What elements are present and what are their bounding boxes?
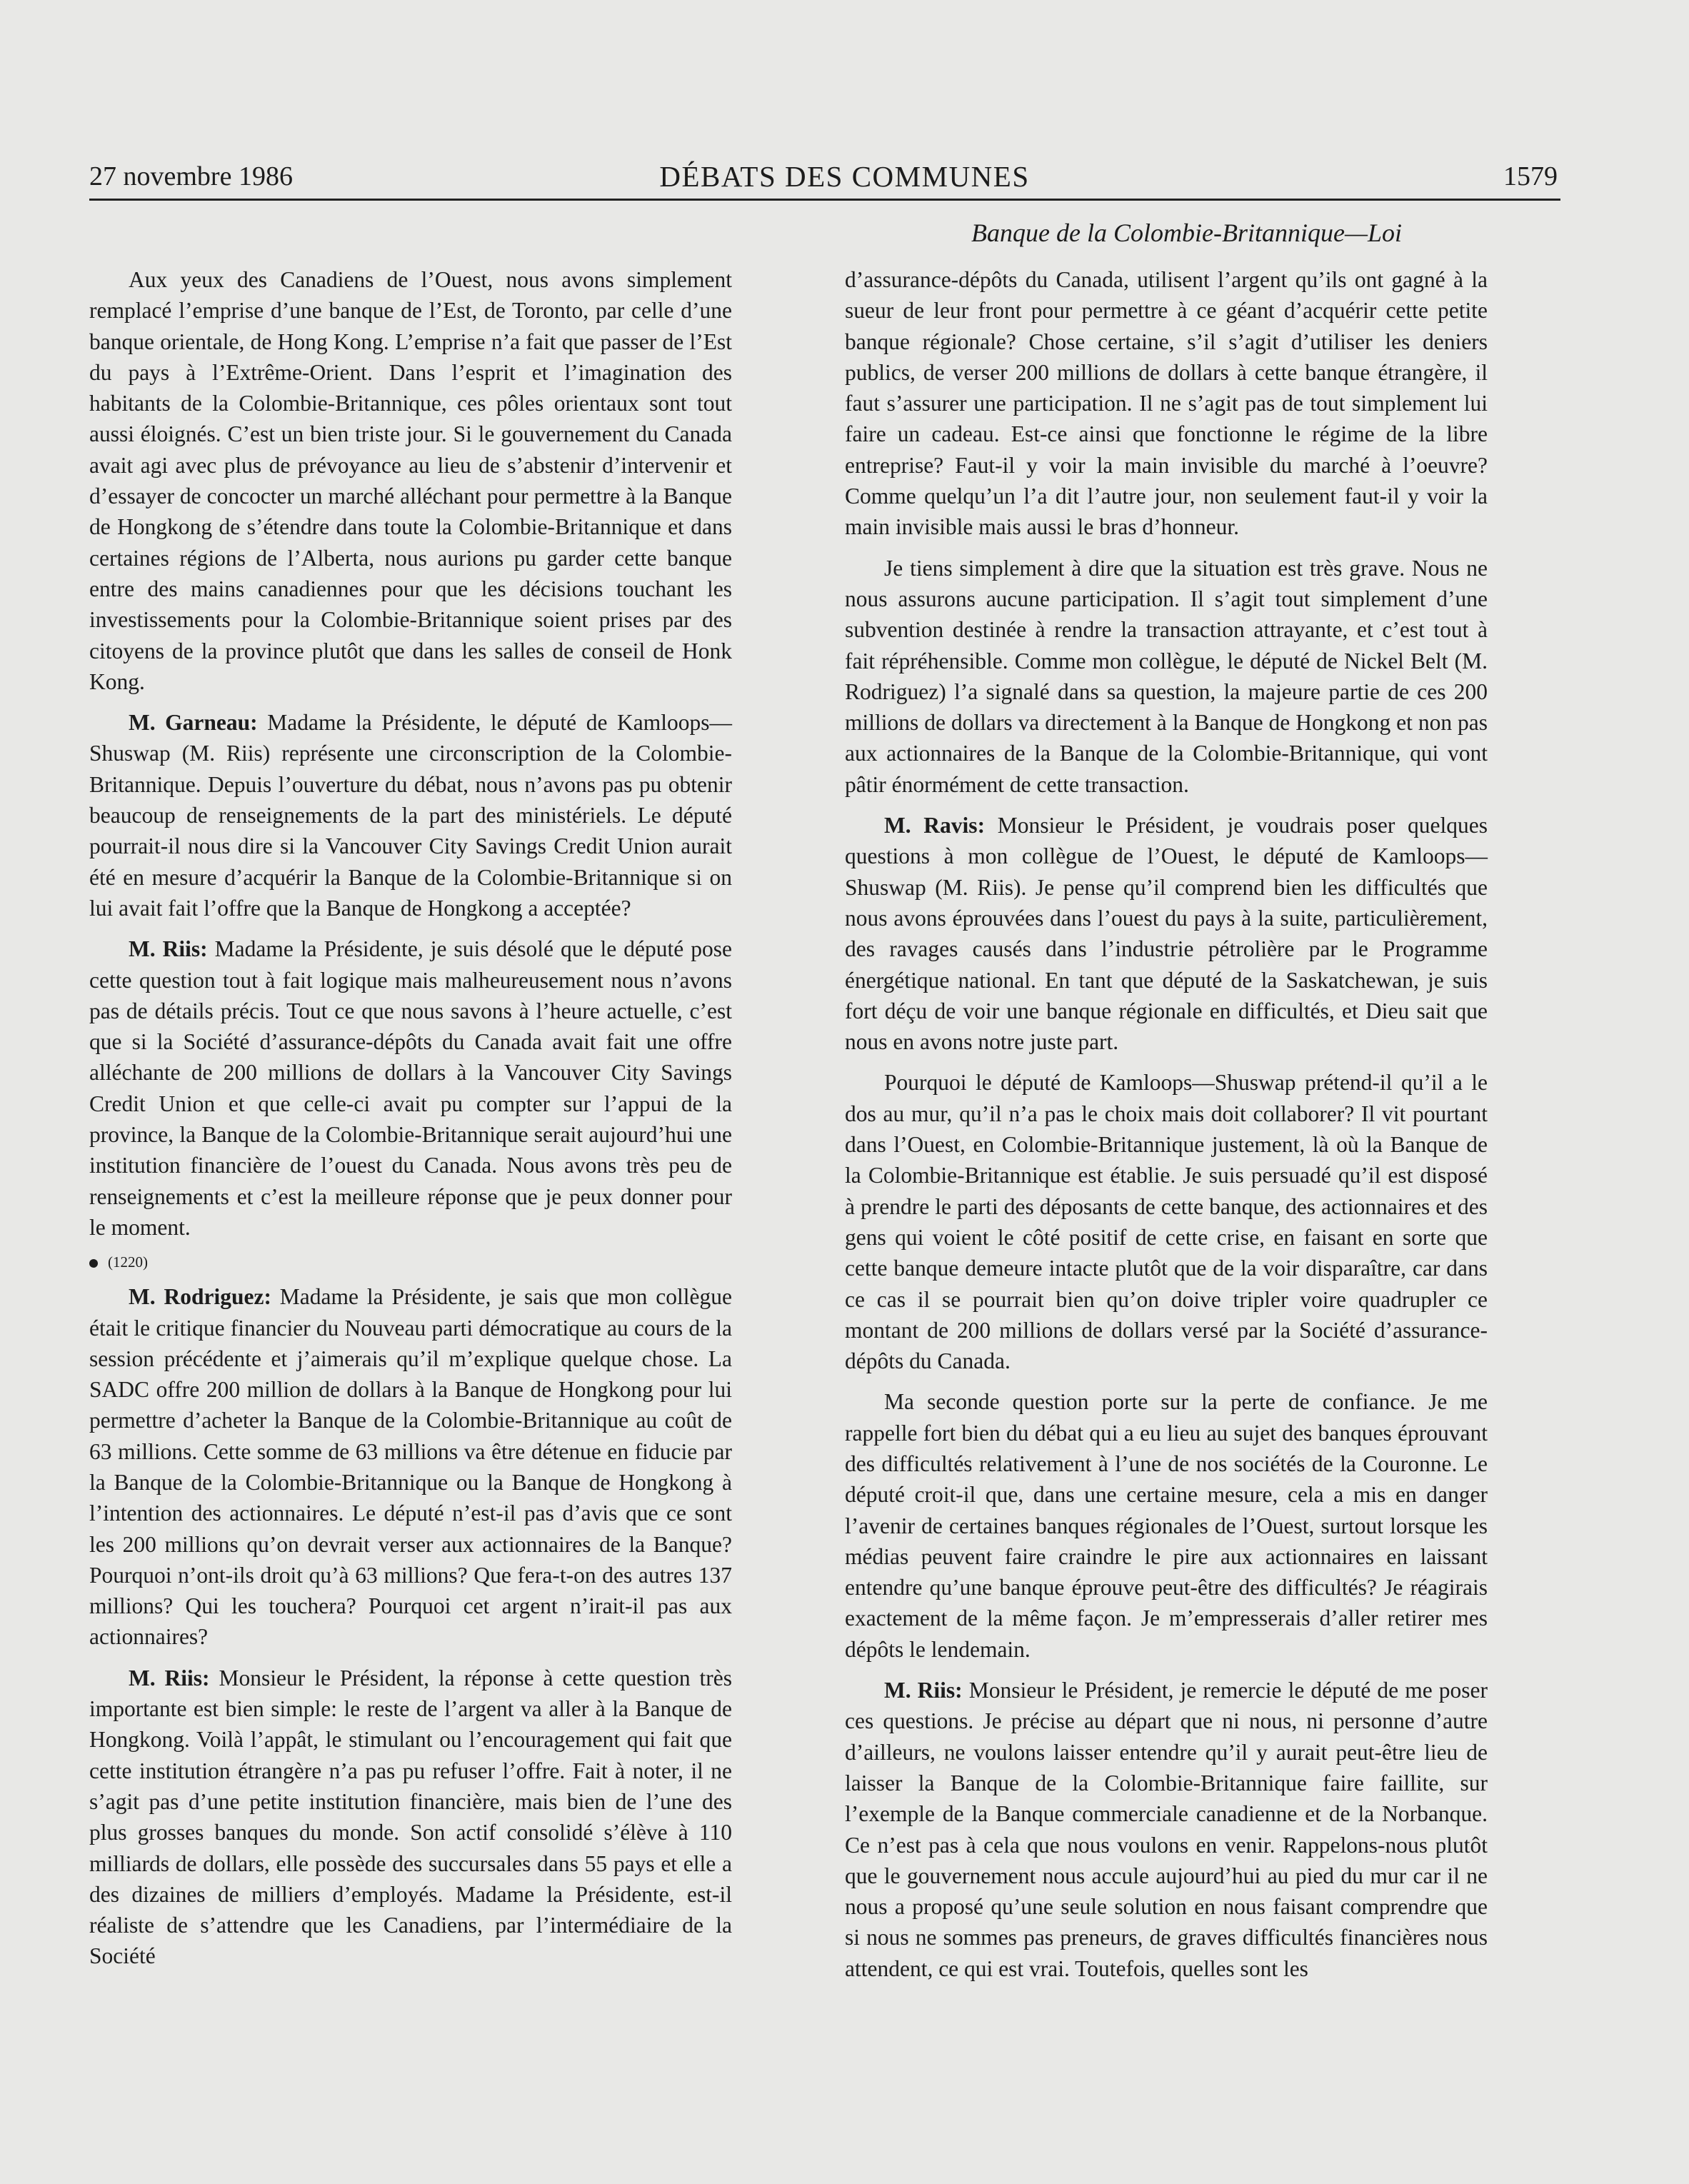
paragraph [845, 1067, 1488, 1376]
speaker-name: M. Rodriguez: [129, 1284, 271, 1310]
paragraph-text: Pourquoi le député de Kamloops—Shuswap prétend-il qu’il a le dos au mur, qu’il n’a pas le choix mais doit collaborer? Il vit pourtant dans l’Ouest, en Colombie-Britannique justement, là où la Banque de la Colombie-Britannique est établie. Je suis persuadé qu’il est disposé à prendre le parti des déposants de cette banque, des actionnaires et des gens qui voient le côté positif de cette crise, en faisant en sorte que cette banque demeure intacte plutôt que de la voir disparaître, car dans ce cas il se pourrait bien qu’on doive tripler voire quadrupler ce montant de 200 millions de dollars versé par la Société d’assurance-dépôts du Canada. [845, 1070, 1488, 1374]
speaker-name: M. Garneau: [129, 710, 258, 736]
paragraph [89, 1281, 732, 1653]
header-rule [89, 199, 1560, 201]
paragraph [845, 553, 1488, 800]
timestamp-marker [89, 1253, 732, 1271]
header-title: DÉBATS DES COMMUNES [659, 160, 1030, 193]
paragraph-text: Monsieur le Président, je voudrais poser quelques questions à mon collègue de l’Ouest, le député de Kamloops—Shuswap (M. Riis). Je pense qu’il comprend bien les difficultés que nous avons éprouvées dans l’ouest du pays à la suite, particulièrement, des ravages causés dans l’industrie pétrolière par le Programme énergétique national. En tant que député de la Saskatchewan, je suis fort déçu de voir une banque régionale en difficultés, et Dieu sait que nous en avons notre juste part. [845, 813, 1488, 1055]
page-number: 1579 [1503, 161, 1558, 191]
timestamp-text: (1220) [108, 1253, 148, 1271]
paragraph [845, 810, 1488, 1057]
paragraph [845, 264, 1488, 543]
paragraph [845, 1675, 1488, 1984]
paragraph [89, 1663, 732, 1972]
paragraph-text: Monsieur le Président, la réponse à cette question très importante est bien simple: le reste de l’argent va aller à la Banque de Hongkong. Voilà l’appât, le stimulant ou l’encouragement qui fait que cette institution étrangère n’a pas pu refuser l’offre. Fait à noter, il ne s’agit pas d’une petite institution financière, mais bien de l’une des plus grosses banques du monde. Son actif consolidé s’élève à 110 milliards de dollars, elle possède des succursales dans 55 pays et elle a des dizaines de milliers d’employés. Madame la Présidente, est-il réaliste de s’attendre que les Canadiens, par l’intermédiaire de la Société [89, 1665, 733, 1969]
paragraph [845, 1386, 1488, 1665]
paragraph-text: Madame la Présidente, je sais que mon collègue était le critique financier du Nouveau parti démocratique au cours de la session précédente et j’aimerais qu’il m’explique quelque chose. La SADC offre 200 million de dollars à la Banque de Hongkong pour lui permettre d’acheter la Banque de la Colombie-Britannique au coût de 63 millions. Cette somme de 63 millions va être détenue en fiducie par la Banque de la Colombie-Britannique ou la Banque de Hongkong à l’intention des actionnaires. Le député n’est-il pas d’avis que ce sont les 200 millions qu’on devrait verser aux actionnaires de la Banque? Pourquoi n’ont-ils droit qu’à 63 millions? Que fera-t-on des autres 137 millions? Qui les touchera? Pourquoi cet argent n’irait-il pas aux actionnaires? [89, 1284, 732, 1650]
speaker-name: M. Riis: [129, 936, 208, 962]
paragraph [89, 933, 732, 1243]
paragraph-text: d’assurance-dépôts du Canada, utilisent l’argent qu’ils ont gagné à la sueur de leur front pour permettre à ce géant d’acquérir cette petite banque régionale? Chose certaine, s’il s’agit d’utiliser les deniers publics, de verser 200 millions de dollars à cette banque étrangère, il faut s’assurer une participation. Il ne s’agit pas de tout simplement lui faire un cadeau. Est-ce ainsi que fonctionne le régime de la libre entreprise? Faut-il y voir la main invisible du marché à l’oeuvre? Comme quelqu’un l’a dit l’autre jour, non seulement faut-il y voir la main invisible mais aussi le bras d’honneur. [845, 267, 1488, 540]
right-column [845, 264, 1488, 1994]
paragraph-text: Je tiens simplement à dire que la situation est très grave. Nous ne nous assurons aucune participation. Il s’agit tout simplement d’une subvention destinée à rendre la transaction attrayante, et c’est tout à fait répréhensible. Comme mon collègue, le député de Nickel Belt (M. Rodriguez) l’a signalé dans sa question, la majeure partie de ces 200 millions de dollars va directement à la Banque de Hongkong et non pas aux actionnaires de la Banque de la Colombie-Britannique, qui vont pâtir énormément de cette transaction. [845, 555, 1488, 797]
paragraph-text: Aux yeux des Canadiens de l’Ouest, nous avons simplement remplacé l’emprise d’une banque de l’Est, de Toronto, par celle d’une banque orientale, de Hong Kong. L’emprise n’a fait que passer de l’Est du pays à l’Extrême-Orient. Dans l’esprit et l’imagination des habitants de la Colombie-Britannique, ces pôles orientaux sont tout aussi éloignés. C’est un bien triste jour. Si le gouvernement du Canada avait agi avec plus de prévoyance au lieu de s’abstenir d’intervenir et d’essayer de concocter un marché alléchant pour permettre à la Banque de Hongkong de s’étendre dans toute la Colombie-Britannique et dans certaines régions de l’Alberta, nous aurions pu garder cette banque entre des mains canadiennes pour que les décisions touchant les investissements pour la Colombie-Britannique soient prises par des citoyens de la province plutôt que dans les salles de conseil de Honk Kong. [89, 267, 732, 694]
left-column [89, 264, 732, 1982]
speaker-name: M. Riis: [884, 1678, 963, 1703]
paragraph-text: Ma seconde question porte sur la perte de confiance. Je me rappelle fort bien du débat qui a eu lieu au sujet des banques éprouvant des difficultés relativement à l’une de nos sociétés de la Couronne. Le député croit-il que, dans une certaine mesure, cela a mis en danger l’avenir de certaines banques régionales de l’Ouest, surtout lorsque les médias peuvent faire craindre le pire aux actionnaires en laissant entendre qu’une banque éprouve peut-être des difficultés? Je réagirais exactement de la même façon. Je m’empresserais d’aller retirer mes dépôts le lendemain. [845, 1389, 1488, 1662]
paragraph [89, 707, 732, 923]
section-subtitle: Banque de la Colombie-Britannique—Loi [971, 219, 1402, 247]
paragraph-text: Madame la Présidente, je suis désolé que le député pose cette question tout à fait logique mais malheureusement nous n’avons pas de détails précis. Tout ce que nous savons à l’heure actuelle, c’est que si la Société d’assurance-dépôts du Canada avait fait une offre alléchante de 200 millions de dollars à la Vancouver City Savings Credit Union et que celle-ci avait pu compter sur l’appui de la province, la Banque de la Colombie-Britannique serait aujourd’hui une institution financière de l’ouest du Canada. Nous avons très peu de renseignements et c’est la meilleure réponse que je peux donner pour le moment. [89, 936, 733, 1240]
paragraph-text: Monsieur le Président, je remercie le député de me poser ces questions. Je précise au départ que ni nous, ni personne d’autre d’ailleurs, ne voulons laisser entendre qu’il y aurait peut-être lieu de laisser la Banque de la Colombie-Britannique faire faillite, sur l’exemple de la Banque commerciale canadienne et de la Norbanque. Ce n’est pas à cela que nous voulons en venir. Rappelons-nous plutôt que le gouvernement nous accule aujourd’hui au pied du mur car il ne nous a proposé qu’une seule solution en nous faisant comprendre que si nous ne sommes pas preneurs, de graves difficultés financières nous attendent, ce qui est vrai. Toutefois, quelles sont les [845, 1678, 1488, 1981]
speaker-name: M. Riis: [129, 1665, 210, 1690]
bullet-icon [89, 1259, 98, 1268]
speaker-name: M. Ravis: [884, 813, 986, 838]
header-date: 27 novembre 1986 [89, 161, 293, 191]
paragraph-text: Madame la Présidente, le député de Kamloops—Shuswap (M. Riis) représente une circonscription de la Colombie-Britannique. Depuis l’ouverture du débat, nous n’avons pas pu obtenir beaucoup de renseignements de la part des ministériels. Le député pourrait-il nous dire si la Vancouver City Savings Credit Union aurait été en mesure d’acquérir la Banque de la Colombie-Britannique si on lui avait fait l’offre que la Banque de Hongkong a acceptée? [89, 710, 732, 921]
paragraph [89, 264, 732, 697]
